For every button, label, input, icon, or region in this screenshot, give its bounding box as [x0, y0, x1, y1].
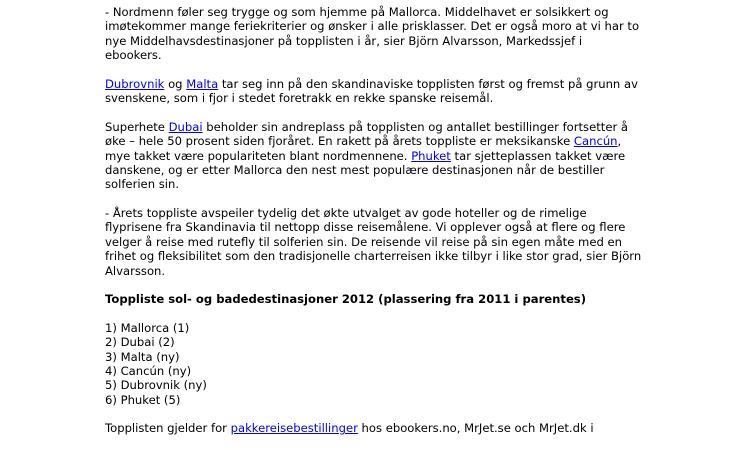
paragraph-quote-trends	[105, 206, 645, 278]
text-line: Alvarsson.	[105, 263, 166, 278]
text-line: flyprisene fra Skandinavia til nettopp disse reisemålene. Vi opplever også at flere og flere	[105, 220, 626, 235]
text-fragment: beholder sin andreplass på topplisten og antallet bestillinger fortsetter å	[202, 119, 629, 134]
text-line: ebookers.	[105, 48, 162, 63]
document-body	[105, 5, 645, 450]
text-line: frihet og fleksibilitet som den tradisjonelle charterreisen ikke tilbyr i like stor grad, sier Björn	[105, 249, 642, 264]
text-fragment: tar seg inn på den skandinaviske topplisten først og fremst på grunn av	[218, 76, 638, 91]
text-fragment: Superhete	[105, 119, 169, 134]
link-dubai[interactable]: Dubai	[168, 119, 203, 134]
paragraph-quote-mallorca	[105, 5, 645, 63]
text-line	[105, 77, 645, 91]
text-fragment: hos ebookers.no, MrJet.se och MrJet.dk i	[357, 421, 594, 436]
list-item: 6) Phuket (5)	[105, 392, 181, 407]
link-cancun[interactable]: Cancún	[573, 134, 618, 149]
list-item: 4) Cancún (ny)	[105, 364, 192, 379]
text-fragment: Topplisten gjelder for	[105, 421, 231, 436]
text-fragment: mye takket være populariteten blant nordmennene.	[105, 148, 412, 163]
text-line	[105, 120, 645, 134]
text-fragment: ,	[617, 134, 622, 149]
link-malta[interactable]: Malta	[186, 76, 219, 91]
list-item: 2) Dubai (2)	[105, 335, 175, 350]
list-item: 1) Mallorca (1)	[105, 320, 190, 335]
text-line	[105, 421, 645, 435]
text-line: solferien sin.	[105, 177, 180, 192]
text-fragment: og	[164, 76, 187, 91]
paragraph-dubai-cancun-phuket	[105, 120, 645, 192]
text-line: - Nordmenn føler seg trygge og som hjemme på Mallorca. Middelhavet er solsikkert og	[105, 5, 609, 19]
link-dubrovnik[interactable]: Dubrovnik	[105, 76, 165, 91]
text-line: nye Middelhavsdestinasjoner på topplisten i år, sier Björn Alvarsson, Markedssjef i	[105, 33, 583, 48]
text-line: danskene, og er etter Mallorca den nest mest populære destinasjonen når de bestiller	[105, 163, 605, 178]
toplist-heading: Toppliste sol- og badedestinasjoner 2012 (plassering fra 2011 i parentes)	[105, 292, 587, 307]
paragraph-footer	[105, 421, 645, 435]
text-fragment: tar sjetteplassen takket være	[450, 148, 626, 163]
text-line: svenskene, som i fjor i stedet foretrakk en rekke spanske reisemål.	[105, 91, 494, 106]
link-pakkereisebestillinger[interactable]: pakkereisebestillinger	[230, 421, 358, 436]
paragraph-dubrovnik-malta	[105, 77, 645, 106]
text-line	[105, 149, 645, 163]
list-item: 3) Malta (ny)	[105, 349, 180, 364]
toplist	[105, 321, 645, 407]
link-phuket[interactable]: Phuket	[411, 148, 451, 163]
text-line: imøtekommer mange feriekriterier og ønsker i alle prisklasser. Det er også moro at vi har to	[105, 19, 640, 34]
text-line	[105, 134, 645, 148]
text-line: velger å reise med rutefly til solferien sin. De reisende vil reise på sin egen måte med en	[105, 234, 623, 249]
text-line: - Årets toppliste avspeiler tydelig det økte utvalget av gode hoteller og de rimelige	[105, 206, 587, 221]
list-item: 5) Dubrovnik (ny)	[105, 378, 207, 393]
text-fragment: øke – hele 50 prosent siden fjoråret. En rakett på årets toppliste er meksikanske	[105, 134, 574, 149]
